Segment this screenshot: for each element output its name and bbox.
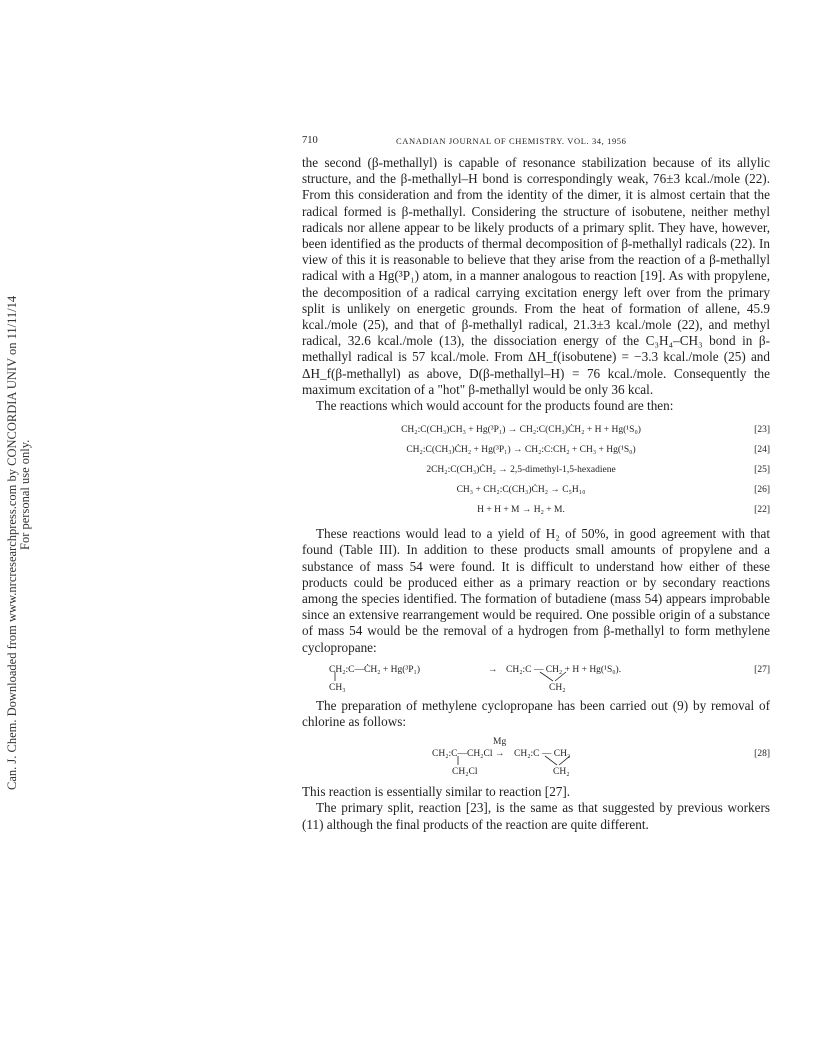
- eq28-lhs-substituent: CH₂Cl: [452, 767, 478, 778]
- equation-expression: 2CH₂:C(CH₃)ĊH₂ → 2,5-dimethyl-1,5-hexadiene: [426, 465, 616, 476]
- paragraph-4: The preparation of methylene cyclopropane has been carried out (9) by removal of chlorine as follows:: [302, 697, 770, 730]
- eq28-bond-lines: [302, 734, 770, 780]
- equation-expression: CH₂:C(CH₃)ĊH₂ + Hg(³P₁) → CH₂:C:CH₂ + CH₃ + Hg(¹S₀): [406, 445, 636, 456]
- equation-expression: CH₂:C(CH₃)CH₃ + Hg(³P₁) → CH₂:C(CH₃)ĊH₂ + H + Hg(¹S₀): [401, 425, 641, 436]
- article-body: [302, 155, 770, 833]
- eq28-lhs: CH₂:C—CH₂Cl: [432, 749, 493, 760]
- eq27-ring-carbon: CH₂: [549, 682, 566, 693]
- equation-number: [22]: [754, 505, 770, 516]
- eq28-ring-carbon: CH₂: [553, 767, 570, 778]
- paragraph-6: The primary split, reaction [23], is the same as that suggested by previous workers (11) although the final products of the reaction are quite different.: [302, 800, 770, 832]
- running-header: [302, 135, 770, 149]
- equation-23: [302, 420, 770, 440]
- eq27-lhs-substituent: CH₃: [329, 682, 346, 693]
- equation-number: [26]: [754, 485, 770, 496]
- paragraph-3: These reactions would lead to a yield of H₂ of 50%, in good agreement with that found (Table III). In addition to these products small amounts of propylene and a substance of mass 54 were found. It is difficult to understand how either of these products could be produced either as a primary reaction or by secondary reactions among the species identified. The formation of butadiene (mass 54) appears improbable since an extensive rearrangement would be required. One possible origin of a substance of mass 54 would be the removal of a hydrogen from β-methallyl to form methylene cyclopropane:: [302, 526, 770, 655]
- equation-expression: H + H + M → H₂ + M.: [477, 505, 565, 516]
- reaction-list: [302, 420, 770, 520]
- paragraph-2: The reactions which would account for the products found are then:: [316, 398, 674, 414]
- eq28-arrow: →: [495, 749, 505, 760]
- eq28-rhs: CH₂:C — CH₂: [514, 749, 571, 760]
- equation-number: [25]: [754, 465, 770, 476]
- paragraph-5: This reaction is essentially similar to reaction [27].: [302, 784, 571, 800]
- eq28-reagent: Mg: [493, 737, 507, 748]
- eq27-lhs: CH₂:C—ĊH₂ + Hg(³P₁): [329, 664, 420, 675]
- equation-24: [302, 440, 770, 460]
- journal-title: CANADIAN JOURNAL OF CHEMISTRY. VOL. 34, 1956: [396, 136, 627, 146]
- equation-number: [27]: [754, 664, 770, 675]
- paragraph-1: the second (β-methallyl) is capable of resonance stabilization because of its allylic structure, and the β-methallyl–H bond is correspondingly weak, 76±3 kcal./mole (22). From this consideration and from the identity of the dimer, it is almost certain that the radical formed is β-methallyl. Considering the structure of isobutene, neither methyl radicals nor allene appear to be likely products of a primary split. They have, however, been identified as the products of thermal decomposition of β-methallyl radicals (22). In view of this it is reasonable to believe that they arise from the reaction of a β-methallyl radical with a Hg(³P₁) atom, in a manner analogous to reaction [19]. As with propylene, the decomposition of a radical carrying excitation energy left over from the primary split is unlikely on energetic grounds. From the heat of formation of allene, 45.9 kcal./mole (25), and that of β-methallyl radical, 21.3±3 kcal./mole (22), and methyl radical, 32.6 kcal./mole (13), the dissociation energy of the C₃H₄–CH₃ bond in β-methallyl radical is 57 kcal./mole. From ΔH_f(isobutene) = −3.3 kcal./mole (25) and ΔH_f(β-methallyl) as above, D(β-methallyl–H) = 76 kcal./mole. Consequently the maximum excitation of a "hot" β-methallyl would be only 36 kcal.: [302, 155, 770, 397]
- equation-number: [23]: [754, 425, 770, 436]
- equation-number: [28]: [754, 749, 770, 760]
- watermark-line-2: For personal use only.: [18, 439, 32, 550]
- eq27-rhs: CH₂:C — CH₂ + H + Hg(¹S₀).: [506, 664, 622, 675]
- equation-25: [302, 460, 770, 480]
- equation-26: [302, 480, 770, 500]
- equation-number: [24]: [754, 445, 770, 456]
- equation-27: [302, 660, 770, 694]
- eq27-arrow: →: [488, 664, 498, 675]
- download-watermark: [5, 230, 32, 790]
- watermark-line-1: Can. J. Chem. Downloaded from www.nrcresearchpress.com by CONCORDIA UNIV on 11/11/14: [5, 295, 19, 790]
- equation-22: [302, 500, 770, 520]
- eq27-bond-lines: [302, 660, 770, 694]
- equation-expression: CH₃ + CH₂:C(CH₃)ĊH₂ → C₅H₁₀: [456, 485, 586, 496]
- page-number: 710: [302, 135, 318, 146]
- equation-28: [302, 734, 770, 780]
